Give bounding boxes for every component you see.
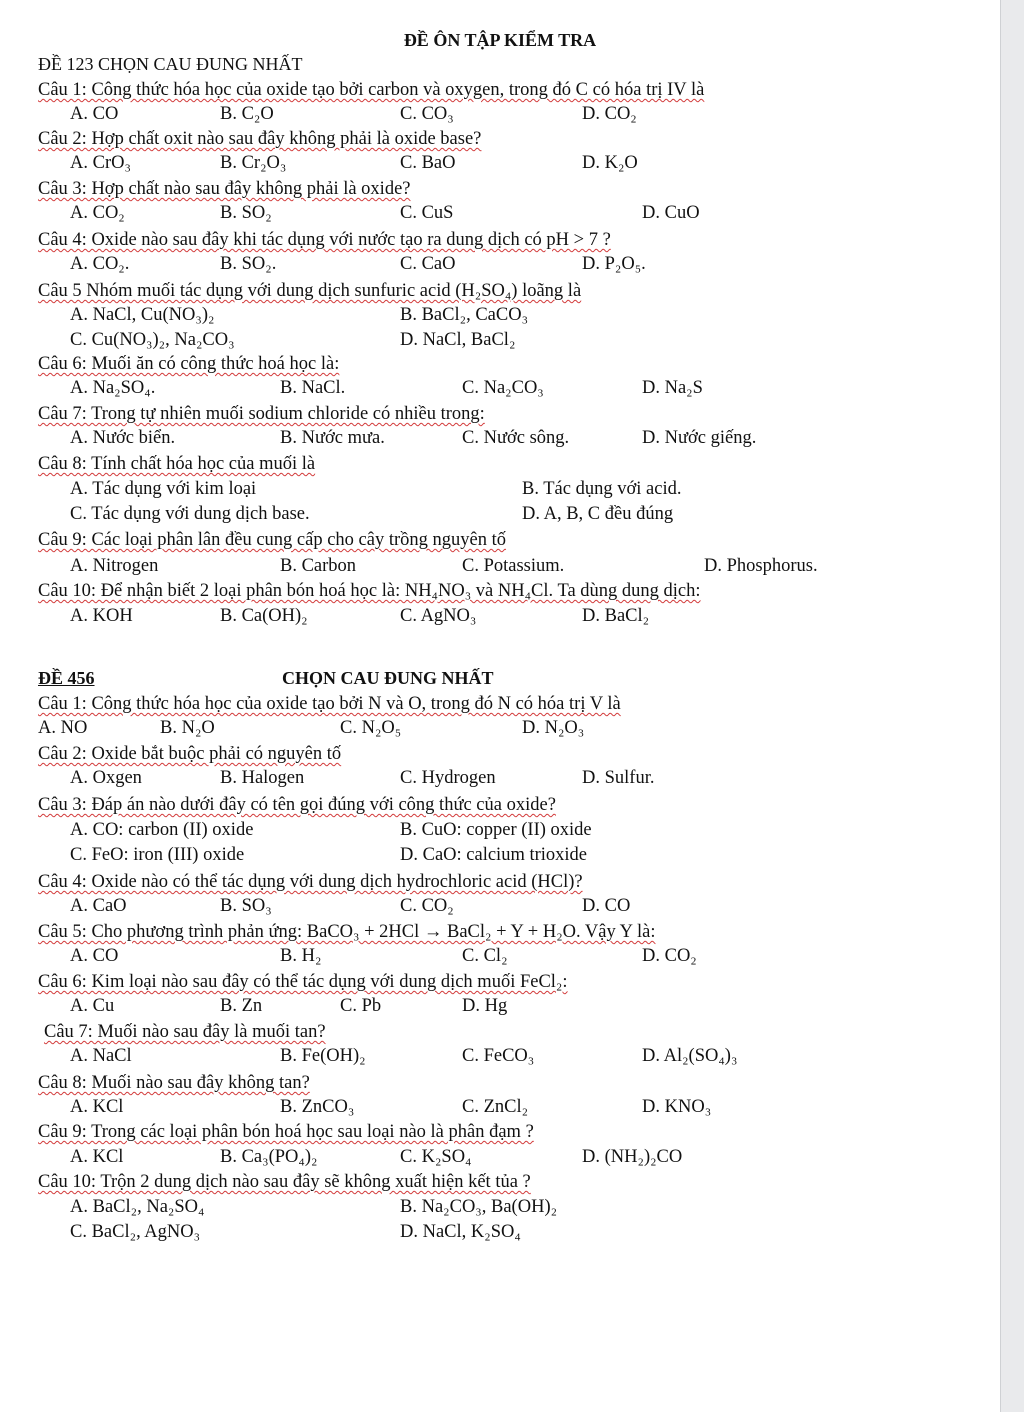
exam1-question-1-text: Câu 1: Công thức hóa học của oxide tạo bởi carbon và oxygen, trong đó C có hóa trị IV là <box>38 80 705 100</box>
exam2-question-5-option: D. CO₂ <box>642 946 697 966</box>
exam1-question-8-option: D. A, B, C đều đúng <box>522 504 674 524</box>
exam2-question-4-option: C. CO₂ <box>400 896 454 916</box>
exam2-question-8-option: C. ZnCl₂ <box>462 1097 529 1117</box>
exam1-question-3-option: B. SO₂ <box>220 203 272 223</box>
exam2-question-3-option: D. CaO: calcium trioxide <box>400 845 588 865</box>
exam1-question-10-option: A. KOH <box>70 606 133 626</box>
exam1-question-9-option: A. Nitrogen <box>70 556 159 576</box>
exam1-question-10-option: D. BaCl₂ <box>582 606 650 626</box>
exam1-question-5-option: C. Cu(NO₃)₂, Na₂CO₃ <box>70 330 235 350</box>
exam1-question-5-option: D. NaCl, BaCl₂ <box>400 330 516 350</box>
exam2-question-8-option: A. KCl <box>70 1097 124 1117</box>
exam2-question-2-option: A. Oxgen <box>70 768 142 788</box>
exam2-question-6-option: B. Zn <box>220 996 263 1016</box>
exam1-question-6-option: A. Na₂SO₄. <box>70 378 156 398</box>
exam2-question-2-text: Câu 2: Oxide bắt buộc phải có nguyên tố <box>38 744 342 764</box>
exam1-question-6-option: B. NaCl. <box>280 378 346 398</box>
exam1-question-3-text: Câu 3: Hợp chất nào sau đây không phải là oxide? <box>38 179 411 199</box>
exam1-question-1-option: A. CO <box>70 104 119 124</box>
exam1-question-9-text: Câu 9: Các loại phân lân đều cung cấp cho cây trồng nguyên tố <box>38 530 507 550</box>
exam2-code: ĐỀ 456 <box>38 668 95 688</box>
exam1-question-7-text: Câu 7: Trong tự nhiên muối sodium chloride có nhiều trong: <box>38 404 485 424</box>
exam1-question-10-text: Câu 10: Để nhận biết 2 loại phân bón hoá học là: NH₄NO₃ và NH₄Cl. Ta dùng dung dịch: <box>38 581 701 601</box>
exam1-question-8-text: Câu 8: Tính chất hóa học của muối là <box>38 454 316 474</box>
exam2-question-8-text: Câu 8: Muối nào sau đây không tan? <box>38 1073 310 1093</box>
exam2-question-3-text: Câu 3: Đáp án nào dưới đây có tên gọi đúng với công thức của oxide? <box>38 795 556 815</box>
exam1-question-8-option: B. Tác dụng với acid. <box>522 479 682 499</box>
exam1-question-8-option: C. Tác dụng với dung dịch base. <box>70 504 310 524</box>
exam1-question-2-option: C. BaO <box>400 153 456 173</box>
exam2-question-5-option: C. Cl₂ <box>462 946 508 966</box>
exam2-question-6-text: Câu 6: Kim loại nào sau đây có thể tác dụng với dung dịch muối FeCl₂: <box>38 972 568 992</box>
exam1-header: ĐỀ 123 CHỌN CAU ĐUNG NHẤT <box>38 54 303 74</box>
exam1-question-9-option: B. Carbon <box>280 556 357 576</box>
exam2-question-3-option: C. FeO: iron (III) oxide <box>70 845 245 865</box>
exam2-header: CHỌN CAU ĐUNG NHẤT <box>282 668 494 688</box>
exam1-question-9-option: C. Potassium. <box>462 556 565 576</box>
exam1-question-4-text: Câu 4: Oxide nào sau đây khi tác dụng với nước tạo ra dung dịch có pH > 7 ? <box>38 230 611 250</box>
exam2-question-4-option: A. CaO <box>70 896 127 916</box>
exam2-question-9-option: C. K₂SO₄ <box>400 1147 472 1167</box>
exam1-question-8-option: A. Tác dụng với kim loại <box>70 479 257 499</box>
document-title: ĐỀ ÔN TẬP KIỂM TRA <box>403 30 597 50</box>
exam1-question-1-option: B. C₂O <box>220 104 274 124</box>
exam2-question-9-option: D. (NH₂)₂CO <box>582 1147 683 1167</box>
exam2-question-1-text: Câu 1: Công thức hóa học của oxide tạo bởi N và O, trong đó N có hóa trị V là <box>38 694 621 714</box>
exam1-question-6-text: Câu 6: Muối ăn có công thức hoá học là: <box>38 354 340 374</box>
exam1-question-6-option: D. Na₂S <box>642 378 703 398</box>
exam2-question-9-option: A. KCl <box>70 1147 124 1167</box>
exam2-question-10-option: C. BaCl₂, AgNO₃ <box>70 1222 201 1242</box>
exam1-question-3-option: D. CuO <box>642 203 700 223</box>
exam2-question-4-option: B. SO₃ <box>220 896 272 916</box>
exam2-question-4-option: D. CO <box>582 896 631 916</box>
exam1-question-9-option: D. Phosphorus. <box>704 556 818 576</box>
exam1-question-2-text: Câu 2: Hợp chất oxit nào sau đây không phải là oxide base? <box>38 129 482 149</box>
exam2-question-4-text: Câu 4: Oxide nào có thể tác dụng với dung dịch hydrochloric acid (HCl)? <box>38 872 583 892</box>
exam1-question-4-option: C. CaO <box>400 254 456 274</box>
exam1-question-3-option: C. CuS <box>400 203 454 223</box>
exam2-question-3-option: B. CuO: copper (II) oxide <box>400 820 592 840</box>
exam2-question-10-text: Câu 10: Trộn 2 dung dịch nào sau đây sẽ không xuất hiện kết tủa ? <box>38 1172 531 1192</box>
exam2-question-1-option: D. N₂O₃ <box>522 718 585 738</box>
exam2-question-10-option: A. BaCl₂, Na₂SO₄ <box>70 1197 205 1217</box>
exam1-question-1-option: C. CO₃ <box>400 104 454 124</box>
exam1-question-7-option: D. Nước giếng. <box>642 428 757 448</box>
exam1-question-7-option: A. Nước biển. <box>70 428 176 448</box>
exam1-question-4-option: A. CO₂. <box>70 254 130 274</box>
exam1-question-4-option: B. SO₂. <box>220 254 277 274</box>
exam2-question-7-option: B. Fe(OH)₂ <box>280 1046 366 1066</box>
exam2-question-7-option: C. FeCO₃ <box>462 1046 535 1066</box>
exam2-question-9-text: Câu 9: Trong các loại phân bón hoá học sau loại nào là phân đạm ? <box>38 1122 534 1142</box>
exam2-question-2-option: D. Sulfur. <box>582 768 655 788</box>
exam2-question-7-option: D. Al₂(SO₄)₃ <box>642 1046 738 1066</box>
exam2-question-10-option: B. Na₂CO₃, Ba(OH)₂ <box>400 1197 558 1217</box>
exam1-question-5-option: A. NaCl, Cu(NO₃)₂ <box>70 305 215 325</box>
exam1-question-10-option: C. AgNO₃ <box>400 606 477 626</box>
exam1-question-10-option: B. Ca(OH)₂ <box>220 606 308 626</box>
exam2-question-2-option: C. Hydrogen <box>400 768 496 788</box>
exam1-question-2-option: B. Cr₂O₃ <box>220 153 287 173</box>
exam1-question-7-option: C. Nước sông. <box>462 428 570 448</box>
exam2-question-6-option: A. Cu <box>70 996 115 1016</box>
exam2-question-5-option: A. CO <box>70 946 119 966</box>
exam2-question-7-option: A. NaCl <box>70 1046 132 1066</box>
exam2-question-1-option: A. NO <box>38 718 88 738</box>
exam2-question-8-option: D. KNO₃ <box>642 1097 712 1117</box>
exam1-question-2-option: D. K₂O <box>582 153 638 173</box>
exam1-question-3-option: A. CO₂ <box>70 203 125 223</box>
exam2-question-7-text: Câu 7: Muối nào sau đây là muối tan? <box>44 1022 326 1042</box>
exam1-question-1-option: D. CO₂ <box>582 104 637 124</box>
exam2-question-6-option: C. Pb <box>340 996 382 1016</box>
exam2-question-3-option: A. CO: carbon (II) oxide <box>70 820 254 840</box>
exam1-question-7-option: B. Nước mưa. <box>280 428 385 448</box>
exam2-question-1-option: B. N₂O <box>160 718 215 738</box>
exam2-question-5-text: Câu 5: Cho phương trình phản ứng: BaCO₃ + 2HCl → BaCl₂ + Y + H₂O. Vậy Y là: <box>38 922 656 942</box>
exam2-question-8-option: B. ZnCO₃ <box>280 1097 355 1117</box>
exam1-question-6-option: C. Na₂CO₃ <box>462 378 544 398</box>
exam2-question-9-option: B. Ca₃(PO₄)₂ <box>220 1147 318 1167</box>
exam1-question-5-text: Câu 5 Nhóm muối tác dụng với dung dịch sunfuric acid (H₂SO₄) loãng là <box>38 281 582 301</box>
exam2-question-5-option: B. H₂ <box>280 946 322 966</box>
exam2-question-6-option: D. Hg <box>462 996 508 1016</box>
exam1-question-2-option: A. CrO₃ <box>70 153 131 173</box>
exam1-question-5-option: B. BaCl₂, CaCO₃ <box>400 305 529 325</box>
exam1-question-4-option: D. P₂O₅. <box>582 254 646 274</box>
exam2-question-1-option: C. N₂O₅ <box>340 718 402 738</box>
exam2-question-10-option: D. NaCl, K₂SO₄ <box>400 1222 521 1242</box>
exam2-question-2-option: B. Halogen <box>220 768 305 788</box>
